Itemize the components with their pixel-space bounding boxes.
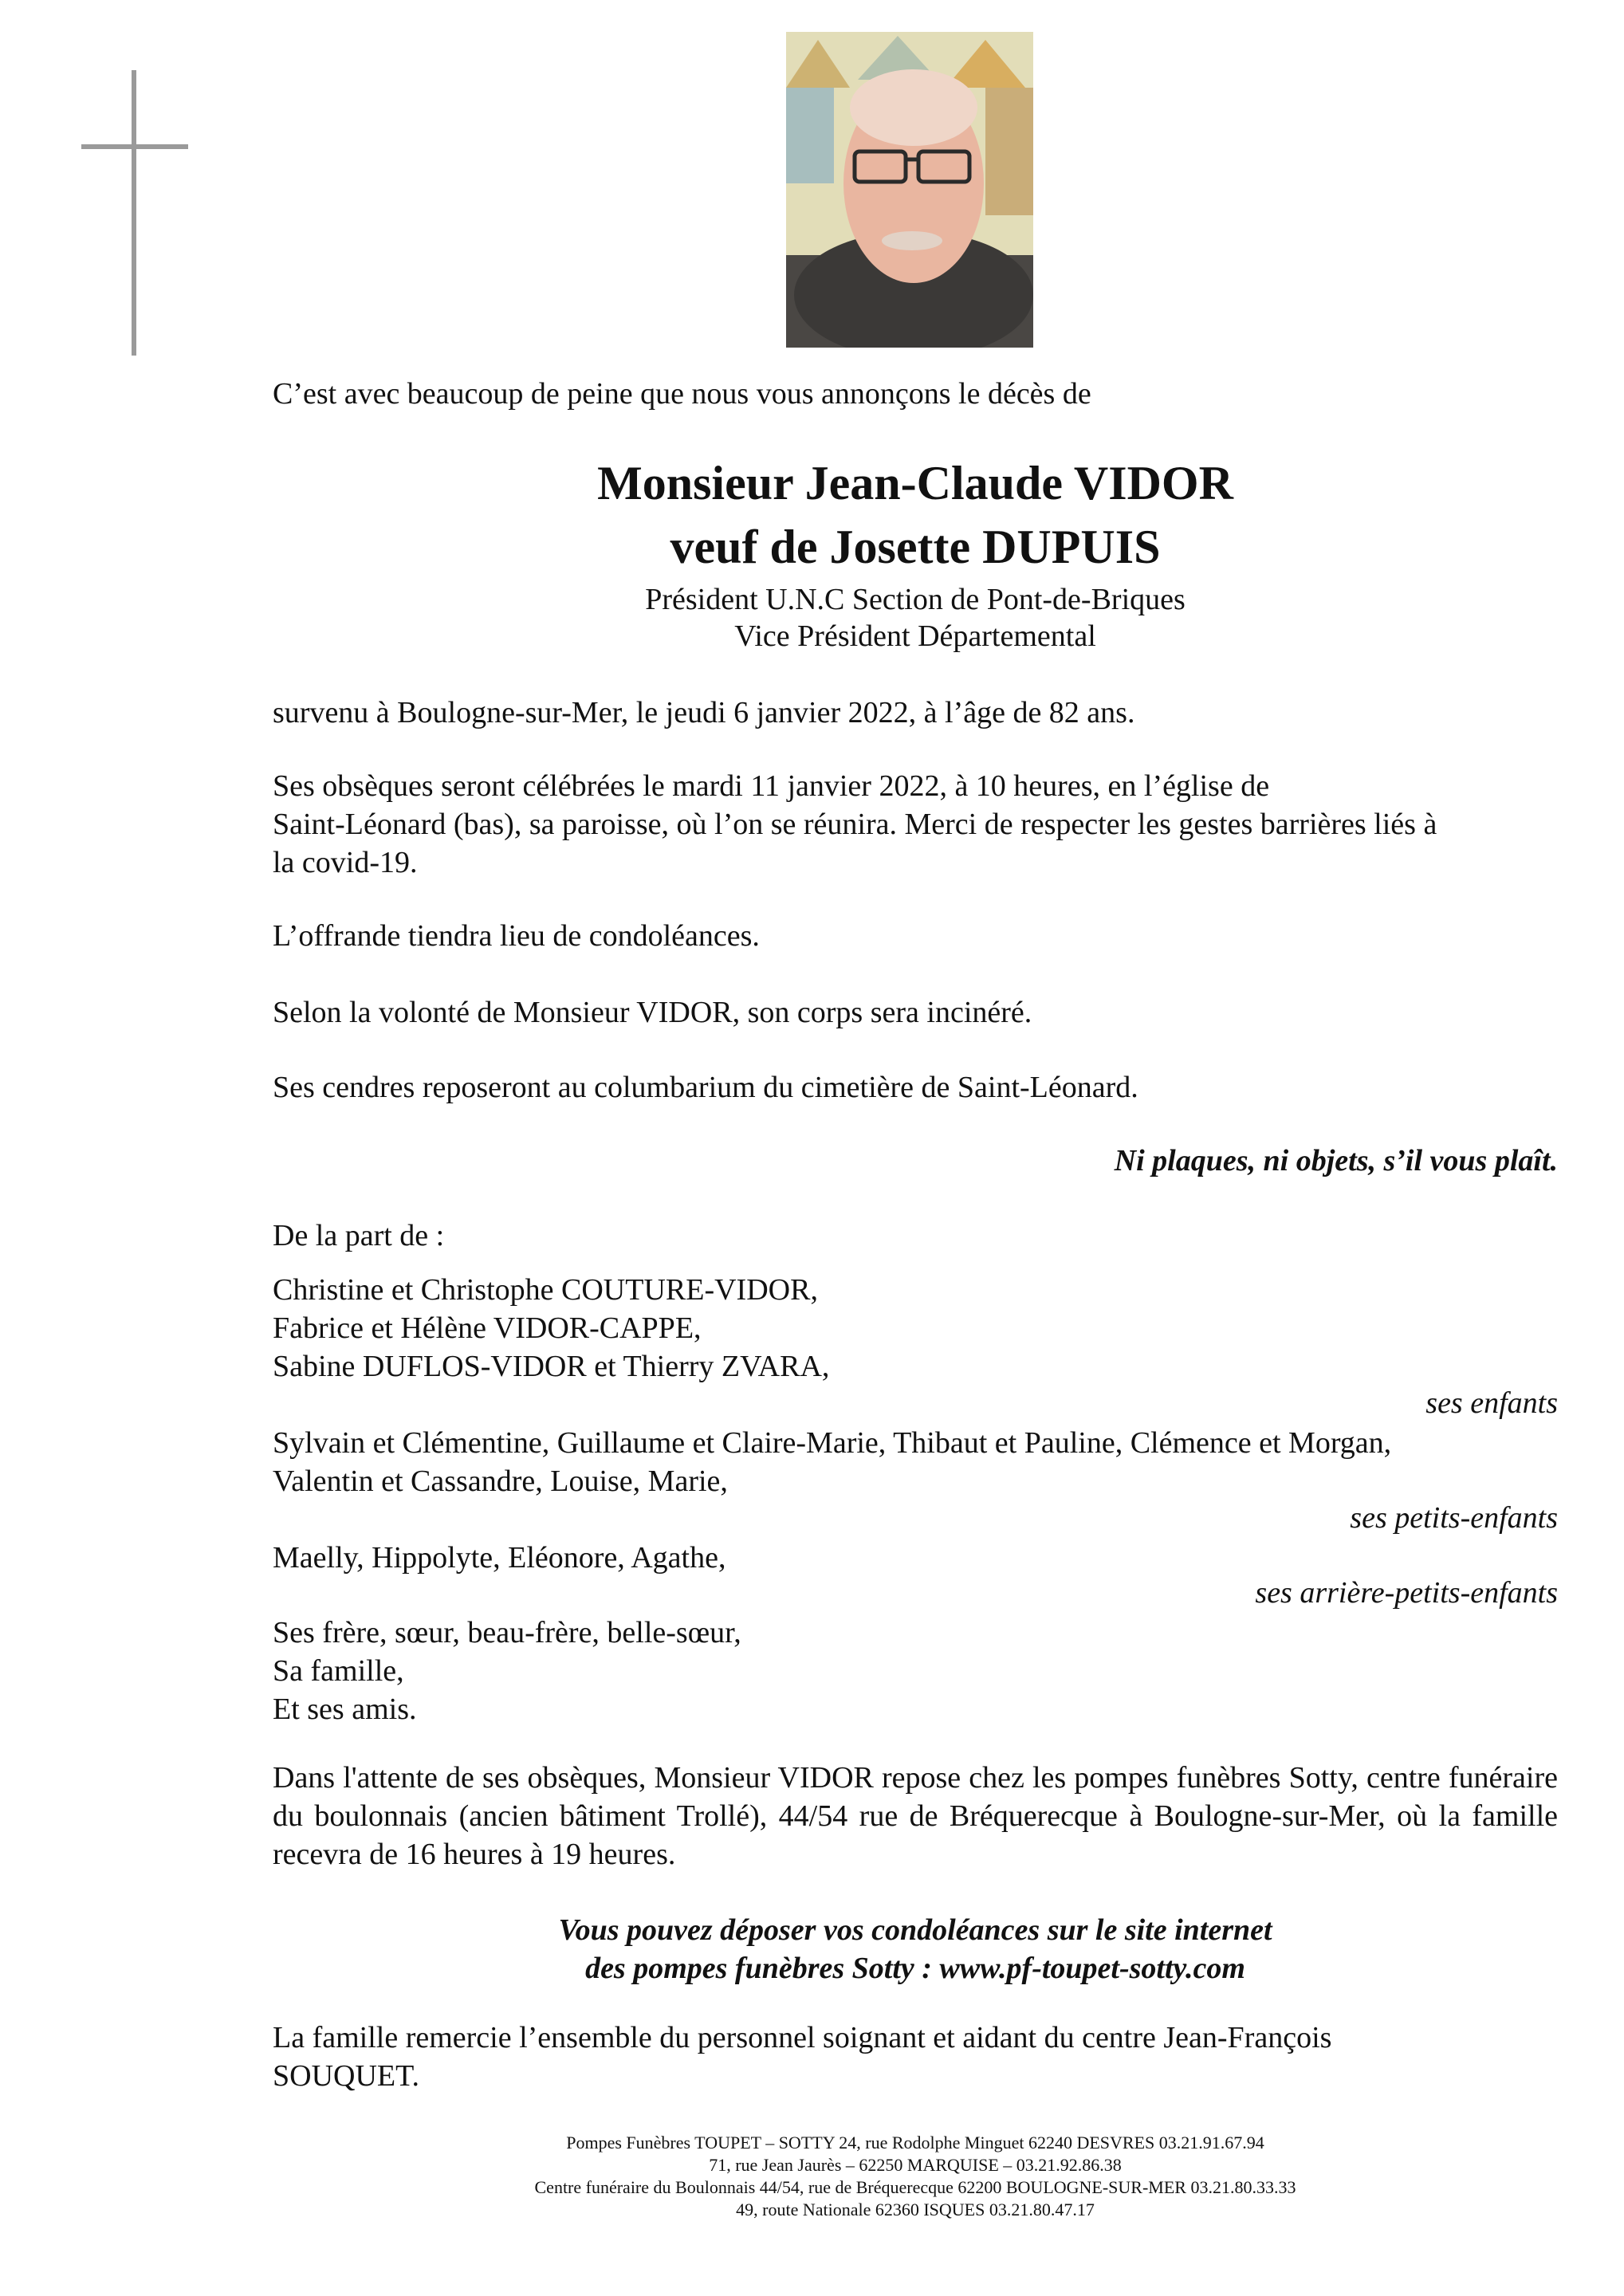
grandchildren-label: ses petits-enfants xyxy=(1350,1501,1558,1535)
family-member-line: Et ses amis. xyxy=(273,1693,417,1726)
thanks-line: La famille remercie l’ensemble du personnel soignant et aidant du centre Jean-François xyxy=(273,2021,1332,2054)
cross-horizontal-bar xyxy=(81,144,188,149)
title-line: Président U.N.C Section de Pont-de-Briques xyxy=(645,583,1186,616)
great-grandchildren-label: ses arrière-petits-enfants xyxy=(1255,1576,1558,1610)
family-member-line: Sa famille, xyxy=(273,1654,404,1688)
deceased-name: Monsieur Jean-Claude VIDOR xyxy=(597,457,1233,509)
funeral-line: Ses obsèques seront célébrées le mardi 11 janvier 2022, à 10 heures, en l’église de xyxy=(273,769,1270,803)
resting-place-text xyxy=(273,1759,1558,1873)
funeral-line: Saint-Léonard (bas), sa paroisse, où l’on se réunira. Merci de respecter les gestes barrières liés à xyxy=(273,808,1437,841)
death-notice: survenu à Boulogne-sur-Mer, le jeudi 6 janvier 2022, à l’âge de 82 ans. xyxy=(273,696,1135,729)
family-member-line: Ses frère, sœur, beau-frère, belle-sœur, xyxy=(273,1616,741,1649)
family-member-line: Maelly, Hippolyte, Eléonore, Agathe, xyxy=(273,1541,726,1575)
resting-place-paragraph: Dans l'attente de ses obsèques, Monsieur VIDOR repose chez les pompes funèbres Sotty, centre funéraire du boulonnais (ancien bâtiment Trollé), 44/54 rue de Bréquerecque à Boulogne-sur-Mer, où la famille recevra de 16 heures à 19 heures. xyxy=(273,1761,1558,1871)
condolences-line: des pompes funèbres Sotty : www.pf-toupet-sotty.com xyxy=(585,1952,1245,1985)
from-label: De la part de : xyxy=(273,1219,445,1252)
family-member-line: Christine et Christophe COUTURE-VIDOR, xyxy=(273,1273,818,1307)
family-member-line: Sylvain et Clémentine, Guillaume et Claire-Marie, Thibaut et Pauline, Clémence et Morgan, xyxy=(273,1426,1392,1460)
intro-text: C’est avec beaucoup de peine que nous vous annonçons le décès de xyxy=(273,377,1091,411)
condolences-line: Vous pouvez déposer vos condoléances sur le site internet xyxy=(558,1913,1272,1947)
funeral-line: la covid-19. xyxy=(273,846,418,879)
children-label: ses enfants xyxy=(1425,1386,1558,1420)
family-member-line: Fabrice et Hélène VIDOR-CAPPE, xyxy=(273,1311,702,1345)
thanks-line: SOUQUET. xyxy=(273,2059,420,2093)
family-member-line: Sabine DUFLOS-VIDOR et Thierry ZVARA, xyxy=(273,1350,830,1383)
family-member-line: Valentin et Cassandre, Louise, Marie, xyxy=(273,1464,728,1498)
footer-line: 49, route Nationale 62360 ISQUES 03.21.80.47.17 xyxy=(736,2200,1095,2219)
cross-vertical-bar xyxy=(132,70,136,356)
widower-of: veuf de Josette DUPUIS xyxy=(670,521,1161,573)
footer-line: Pompes Funèbres TOUPET – SOTTY 24, rue Rodolphe Minguet 62240 DESVRES 03.21.91.67.94 xyxy=(566,2133,1264,2152)
portrait-photo xyxy=(786,32,1033,348)
footer-line: 71, rue Jean Jaurès – 62250 MARQUISE – 03.21.92.86.38 xyxy=(709,2155,1122,2175)
no-plaques-notice: Ni plaques, ni objets, s’il vous plaît. xyxy=(1114,1144,1558,1177)
portrait-illustration xyxy=(786,32,1033,348)
cremation-text: Selon la volonté de Monsieur VIDOR, son corps sera incinéré. xyxy=(273,996,1032,1029)
offering-text: L’offrande tiendra lieu de condoléances. xyxy=(273,919,760,953)
title-line: Vice Président Départemental xyxy=(734,619,1096,653)
ashes-text: Ses cendres reposeront au columbarium du cimetière de Saint-Léonard. xyxy=(273,1071,1138,1104)
footer-line: Centre funéraire du Boulonnais 44/54, rue de Bréquerecque 62200 BOULOGNE-SUR-MER 03.21.80.33.33 xyxy=(534,2177,1296,2197)
